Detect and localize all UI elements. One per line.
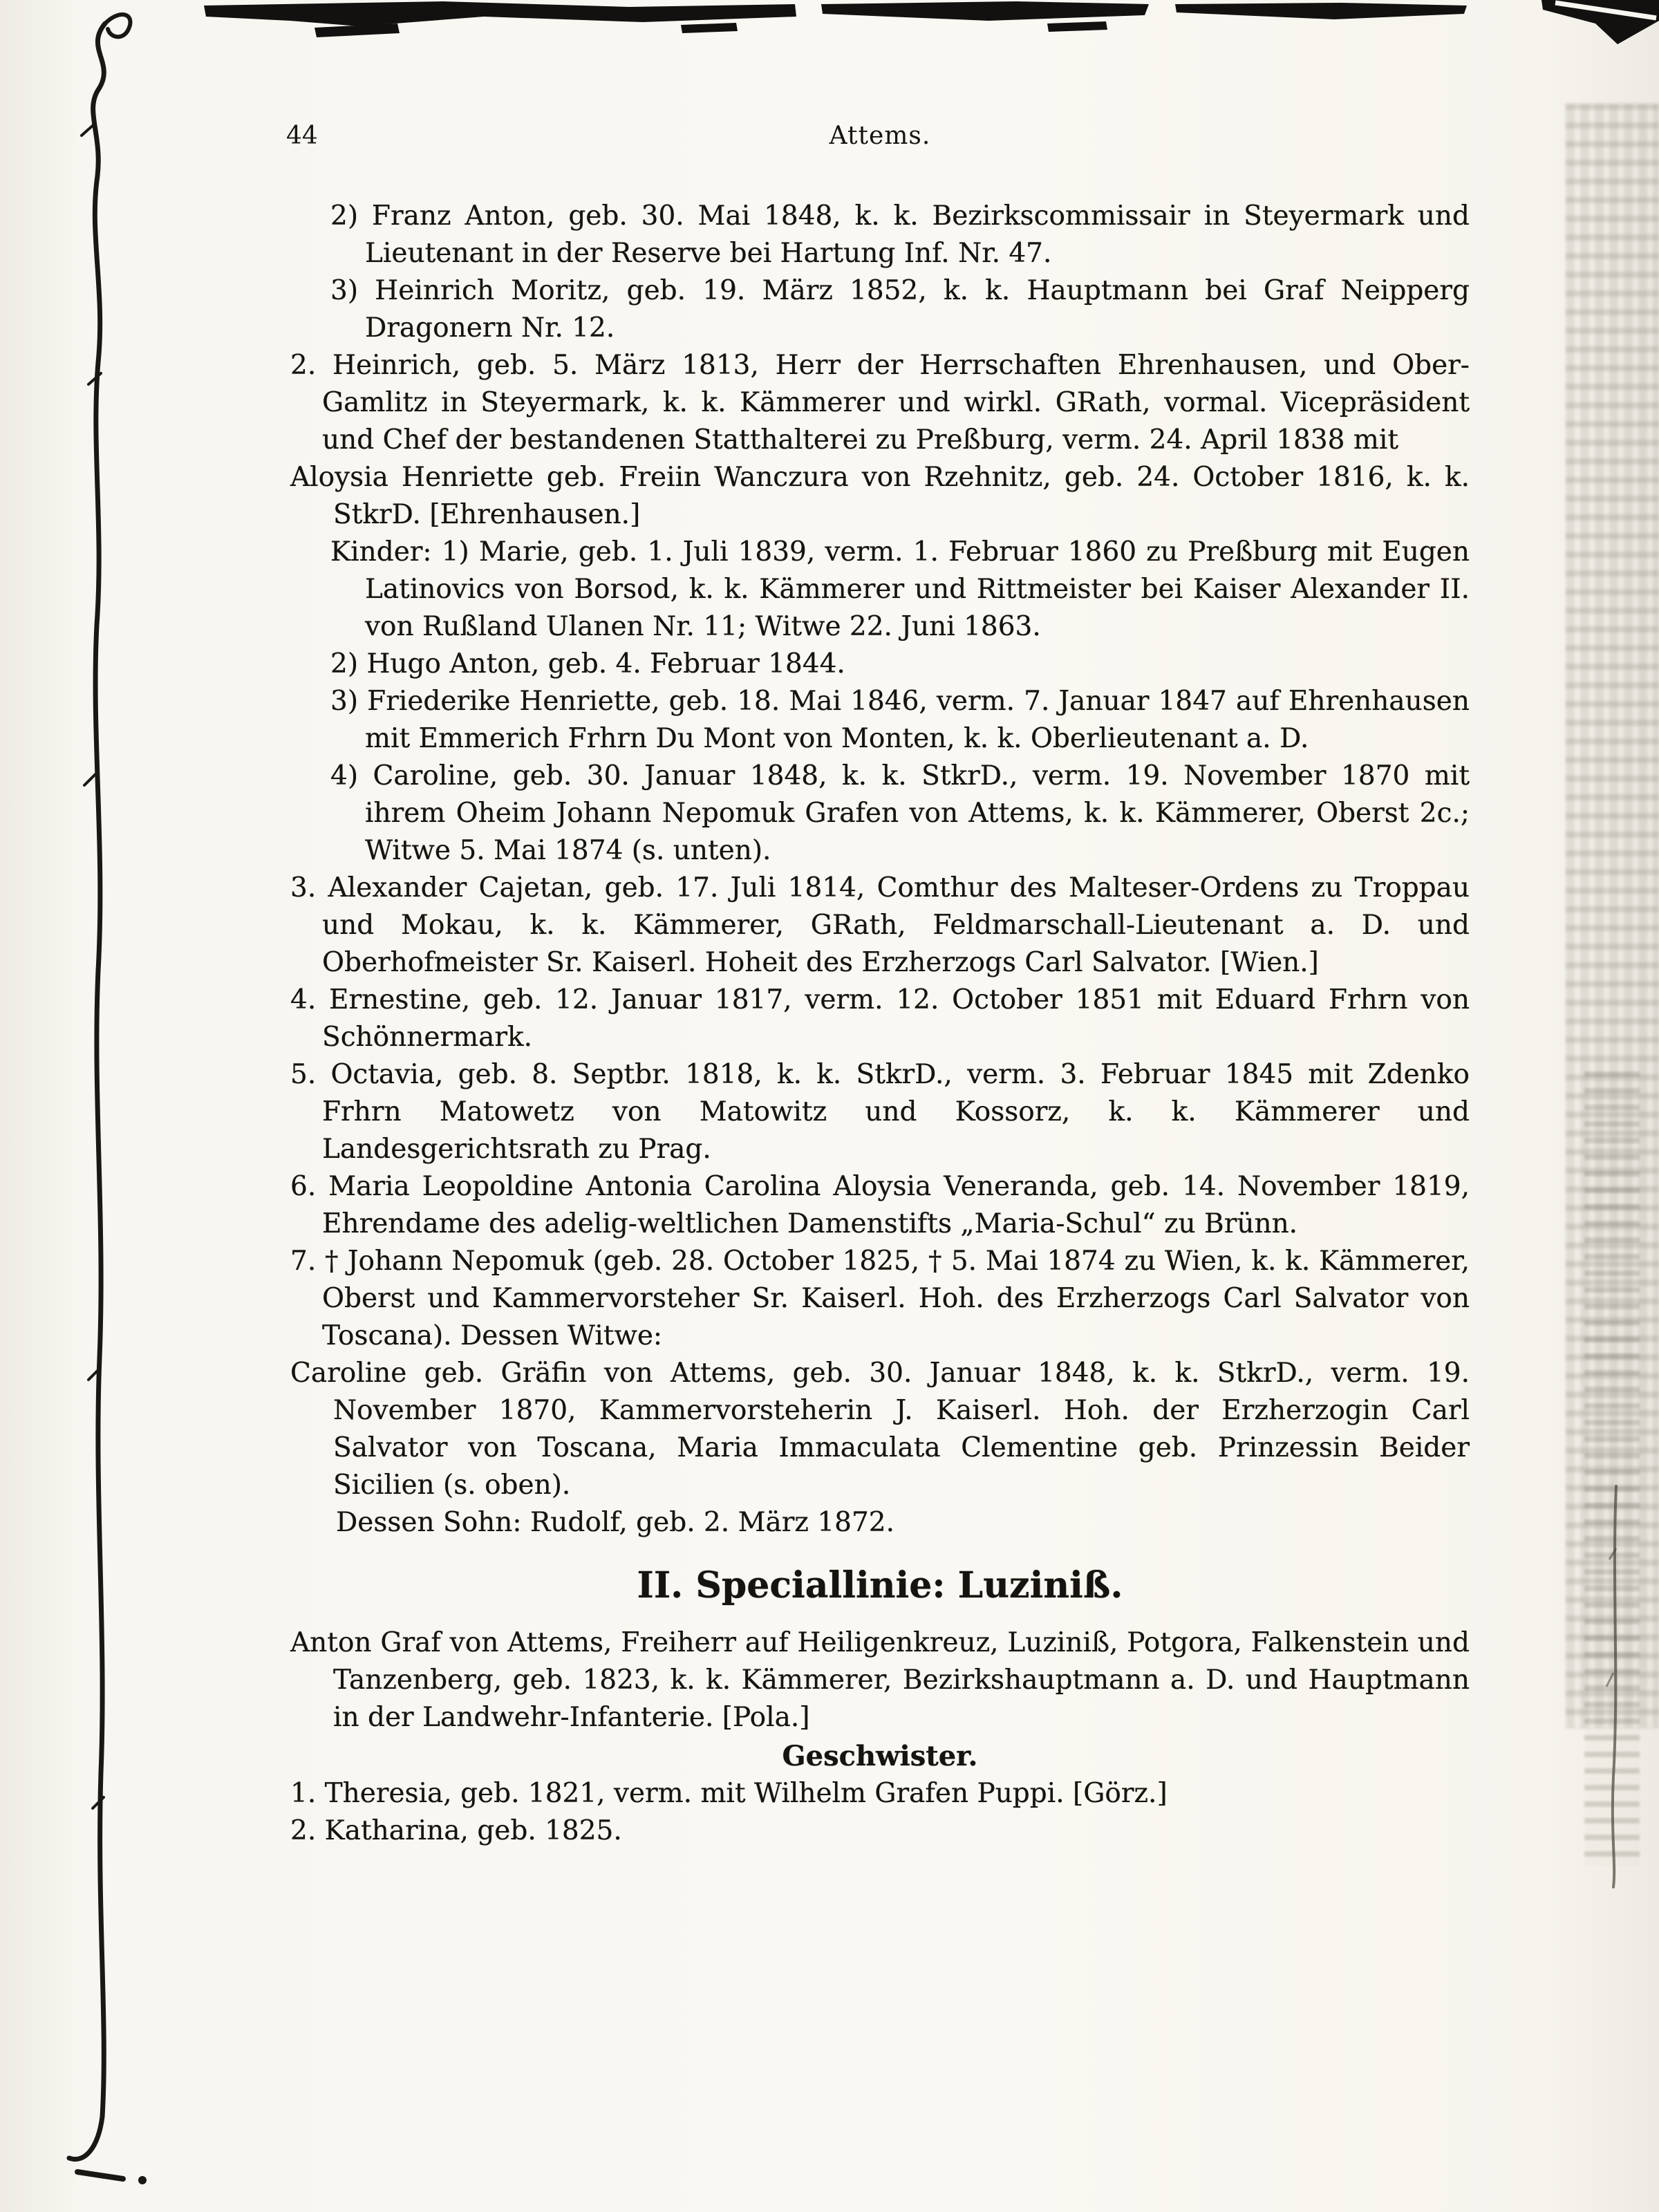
entry-rudolf: Dessen Sohn: Rudolf, geb. 2. März 1872. [336, 1507, 895, 1538]
section-heading: II. Speciallinie: Luziniß. [637, 1564, 1123, 1606]
entry-theresia: 1. Theresia, geb. 1821, verm. mit Wilhelm Grafen Puppi. [Görz.] [290, 1778, 1168, 1809]
page-body [286, 122, 1470, 1850]
entry-maria-leopoldine: 6. Maria Leopoldine Antonia Carolina Aloysia Veneranda, geb. 14. November 1819, Ehrendame des adelig-weltlichen Damenstifts „Maria-Schul“ zu Brünn. [290, 1171, 1470, 1239]
entry-johann-nepomuk: 7. † Johann Nepomuk (geb. 28. October 1825, † 5. Mai 1874 zu Wien, k. k. Kämmerer, Oberst und Kammervorsteher Sr. Kaiserl. Hoh. des Erzherzogs Carl Salvator von Toscana). Dessen Witwe: [290, 1246, 1470, 1351]
entry-katharina: 2. Katharina, geb. 1825. [290, 1815, 622, 1846]
entry-octavia: 5. Octavia, geb. 8. Septbr. 1818, k. k. StkrD., verm. 3. Februar 1845 mit Zdenko Frhrn Matowetz von Matowitz und Kossorz, k. k. Kämmerer und Landesgerichtsrath zu Prag. [290, 1059, 1470, 1165]
page-number: 44 [286, 122, 318, 150]
entry-kinder-marie: Kinder: 1) Marie, geb. 1. Juli 1839, verm. 1. Februar 1860 zu Preßburg mit Eugen Latinovics von Borsod, k. k. Kämmerer und Rittmeister bei Kaiser Alexander II. von Rußland Ulanen Nr. 11; Witwe 22. Juni 1863. [330, 536, 1470, 642]
entry-hugo-anton: 2) Hugo Anton, geb. 4. Februar 1844. [330, 648, 845, 679]
entry-franz-anton: 2) Franz Anton, geb. 30. Mai 1848, k. k. Bezirkscommissair in Steyermark und Lieutenant in der Reserve bei Hartung Inf. Nr. 47. [330, 200, 1470, 269]
entry-friederike: 3) Friederike Henriette, geb. 18. Mai 1846, verm. 7. Januar 1847 auf Ehrenhausen mit Emmerich Frhrn Du Mont von Monten, k. k. Oberlieutenant a. D. [330, 686, 1470, 754]
entry-heinrich: 2. Heinrich, geb. 5. März 1813, Herr der Herrschaften Ehrenhausen, und Ober-Gamlitz in Steyermark, k. k. Kämmerer und wirkl. GRath, vormal. Vicepräsident und Chef der bestandenen Statthalterei zu Preßburg, verm. 24. April 1838 mit [290, 350, 1470, 456]
entry-ernestine: 4. Ernestine, geb. 12. Januar 1817, verm. 12. October 1851 mit Eduard Frhrn von Schönnermark. [290, 984, 1470, 1053]
entry-heinrich-moritz: 3) Heinrich Moritz, geb. 19. März 1852, k. k. Hauptmann bei Graf Neipperg Dragonern Nr. 12. [330, 275, 1470, 344]
page-header-row [286, 122, 1470, 166]
entry-aloysia-henriette: Aloysia Henriette geb. Freiin Wanczura von Rzehnitz, geb. 24. October 1816, k. k. StkrD. [Ehrenhausen.] [290, 462, 1470, 530]
running-header: Attems. [829, 122, 931, 150]
scan-artifact-left-scratch [0, 0, 207, 2212]
entry-caroline-child: 4) Caroline, geb. 30. Januar 1848, k. k. StkrD., verm. 19. November 1870 mit ihrem Oheim Johann Nepomuk Grafen von Attems, k. k. Kämmerer, Oberst 2c.; Witwe 5. Mai 1874 (s. unten). [330, 760, 1470, 866]
geschwister-heading: Geschwister. [782, 1740, 978, 1772]
entry-anton-speciallinie: Anton Graf von Attems, Freiherr auf Heiligenkreuz, Luziniß, Potgora, Falkenstein und Tanzenberg, geb. 1823, k. k. Kämmerer, Bezirkshauptmann a. D. und Hauptmann in der Landwehr-Infanterie. [Pola.] [290, 1627, 1470, 1733]
scan-artifact-top-edge [0, 0, 1659, 76]
entry-alexander-cajetan: 3. Alexander Cajetan, geb. 17. Juli 1814, Comthur des Malteser-Ordens zu Troppau und Mokau, k. k. Kämmerer, GRath, Feldmarschall-Lieutenant a. D. und Oberhofmeister Sr. Kaiserl. Hoheit des Erzherzogs Carl Salvator. [Wien.] [290, 872, 1470, 978]
scan-artifact-bleedthrough-2 [1584, 1071, 1640, 1866]
entry-caroline-witwe: Caroline geb. Gräfin von Attems, geb. 30. Januar 1848, k. k. StkrD., verm. 19. November 1870, Kammervorsteherin J. Kaiserl. Hoh. der Erzherzogin Carl Salvator von Toscana, Maria Immaculata Clementine geb. Prinzessin Beider Sicilien (s. oben). [290, 1358, 1470, 1501]
